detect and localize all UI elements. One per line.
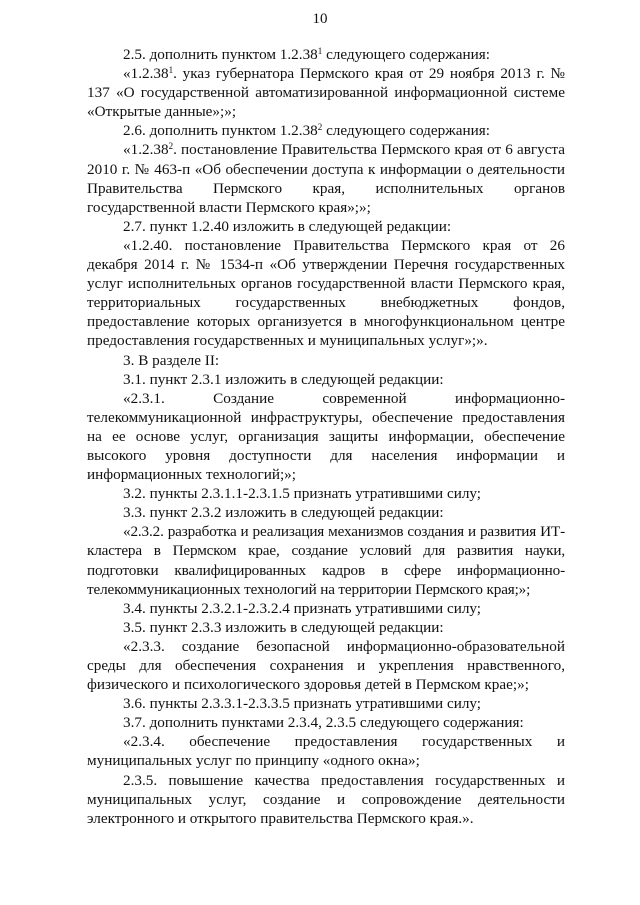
paragraph-1-2-38-2: «1.2.38$^2$. постановление Правительства Пермского края от 6 августа 2010 г. № 463-п «Об обеспечении доступа к информации о деятельности Правительства Пермского края, исполнительных органов государственной власти Пермского края»;»; (87, 141, 565, 216)
paragraph-2-3-3: «2.3.3. создание безопасной информационно-образовательной среды для обеспечения сохранения и укрепления нравственного, физического и психологического здоровья детей в Пермском крае;»; (87, 637, 565, 694)
paragraph-3-4: 3.4. пункты 2.3.2.1-2.3.2.4 признать утратившими силу; (123, 599, 482, 617)
paragraph-3-5: 3.5. пункт 2.3.3 изложить в следующей редакции: (123, 618, 444, 636)
paragraph-2-3-5: 2.3.5. повышение качества предоставления государственных и муниципальных услуг, создание и сопровождение деятельности электронного и открытого правительства Пермского края.». (87, 771, 565, 827)
paragraph-3-2: 3.2. пункты 2.3.1.1-2.3.1.5 признать утратившими силу; (123, 485, 482, 503)
page-number: 10 (312, 11, 328, 27)
paragraph-2-7: 2.7. пункт 1.2.40 изложить в следующей редакции: (123, 217, 452, 235)
paragraph-1-2-38-1: «1.2.38$^1$. указ губернатора Пермского края от 29 ноября 2013 г. № 137 «О государственной автоматизированной информационной системе «Открытые данные»;»; (87, 65, 565, 121)
paragraph-3-3: 3.3. пункт 2.3.2 изложить в следующей редакции: (123, 504, 444, 522)
paragraph-1-2-40: «1.2.40. постановление Правительства Пермского края от 26 декабря 2014 г. № 1534-п «Об утверждении Перечня государственных услуг исполнительных органов государственной власти Пермского края, территориальных государственных внебюджетных фондов, предоставление которых организуется в многофункциональном центре предоставления государственных и муниципальных услуг»;». (87, 236, 565, 350)
paragraph-2-5: 2.5. дополнить пунктом 1.2.38$^1$ следующего содержания: (123, 46, 490, 63)
paragraph-2-3-4: «2.3.4. обеспечение предоставления государственных и муниципальных услуг по принципу «одного окна»; (87, 733, 565, 770)
paragraph-3-1: 3.1. пункт 2.3.1 изложить в следующей редакции: (123, 370, 444, 388)
paragraph-3-6: 3.6. пункты 2.3.3.1-2.3.3.5 признать утратившими силу; (123, 695, 482, 713)
paragraph-2-3-2: «2.3.2. разработка и реализация механизмов создания и развития ИТ-кластера в Пермском крае, создание условий для развития науки, подготовки квалифицированных кадров в сфере информационно-телекоммуникационных технологий на территории Пермского края;»; (87, 523, 565, 598)
paragraph-2-6: 2.6. дополнить пунктом 1.2.38$^2$ следующего содержания: (123, 122, 490, 140)
paragraph-2-3-1: «2.3.1. Создание современной информационно-телекоммуникационной инфраструктуры, обеспечение предоставления на ее основе услуг, организация защиты информации, обеспечение высокого уровня доступности для населения информации и информационных технологий;»; (87, 389, 565, 484)
document-body (87, 45, 565, 828)
section-3-heading: 3. В разделе II: (123, 351, 220, 369)
paragraph-3-7: 3.7. дополнить пунктами 2.3.4, 2.3.5 следующего содержания: (123, 714, 524, 732)
